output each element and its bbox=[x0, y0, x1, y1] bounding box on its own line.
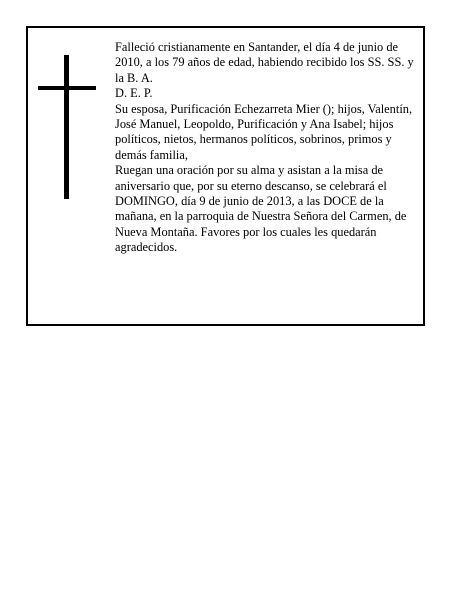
rest-in-peace: D. E. P. bbox=[115, 86, 153, 101]
cross-horizontal-bar bbox=[38, 86, 96, 90]
obituary-text bbox=[115, 40, 425, 256]
family-list: Su esposa, Purificación Echezarreta Mier (); hijos, Valentín, José Manuel, Leopoldo, Purificación y Ana Isabel; hijos políticos, nietos, hermanos políticos, sobrinos, primos y demás familia, bbox=[115, 101, 413, 162]
mass-invitation: Ruegan una oración por su alma y asistan a la misa de aniversario que, por su eterno descanso, se celebrará el DOMINGO, día 9 de junio de 2013, a las DOCE de la mañana, en la parroquia de Nuestra Señora del Carmen, de Nueva Montaña. Favores por los cuales les quedarán agradecidos. bbox=[115, 163, 407, 255]
death-announcement: Falleció cristianamente en Santander, el día 4 de junio de 2010, a los 79 años de edad, habiendo recibido los SS. SS. y la B. A. bbox=[115, 40, 414, 85]
cross-icon bbox=[38, 55, 98, 199]
obituary-notice bbox=[26, 26, 425, 326]
cross-vertical-bar bbox=[64, 55, 69, 199]
